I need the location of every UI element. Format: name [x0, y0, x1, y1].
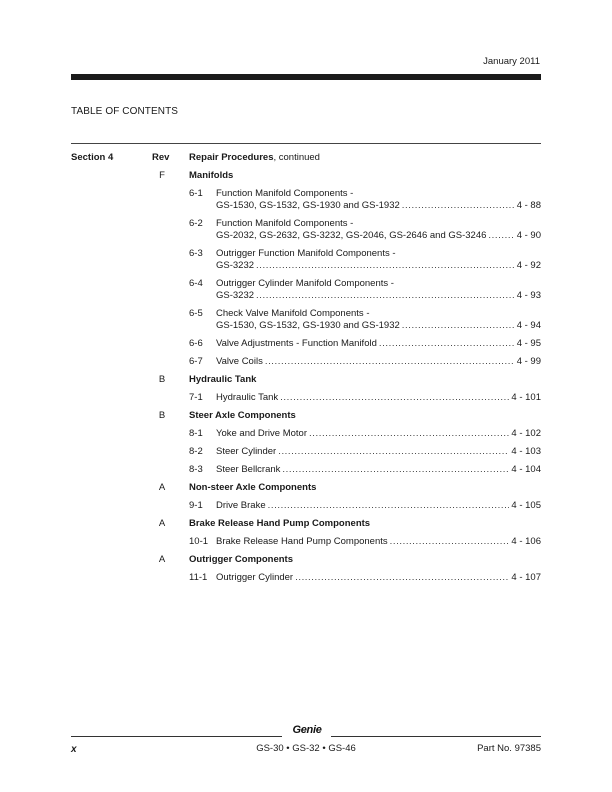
footer-models: GS-30 • GS-32 • GS-46 — [256, 743, 356, 754]
rev-code: B — [158, 410, 166, 421]
dot-leader — [265, 356, 515, 368]
entry-number: 8-3 — [189, 464, 203, 475]
toc-entry[interactable] — [216, 392, 541, 404]
entry-title: Check Valve Manifold Components - — [216, 308, 370, 319]
toc-entry[interactable] — [216, 446, 541, 458]
entry-leader-line — [216, 290, 541, 302]
dot-leader — [268, 500, 510, 512]
rev-column-label: Rev — [152, 152, 170, 163]
entry-models: GS-3232 — [216, 290, 255, 301]
entry-models: GS-1530, GS-1532, GS-1930 and GS-1932 — [216, 200, 400, 211]
page-reference: 4 - 104 — [511, 464, 541, 475]
toc-entry[interactable] — [216, 428, 541, 440]
entry-leader-line — [216, 338, 541, 350]
toc-entry[interactable] — [216, 188, 541, 212]
entry-number: 8-1 — [189, 428, 203, 439]
dot-leader — [402, 320, 515, 332]
dot-leader — [295, 572, 509, 584]
page-reference: 4 - 94 — [516, 320, 541, 331]
entry-leader-line — [216, 230, 541, 242]
dot-leader — [309, 428, 509, 440]
rev-code: A — [158, 554, 166, 565]
entry-title: Function Manifold Components - — [216, 188, 354, 199]
toc-entry[interactable] — [216, 536, 541, 548]
toc-entry[interactable] — [216, 248, 541, 272]
genie-logo-text: Genie — [292, 724, 322, 736]
page-reference: 4 - 102 — [511, 428, 541, 439]
entry-title: Yoke and Drive Motor — [216, 428, 308, 439]
group-title: Non-steer Axle Components — [189, 482, 317, 493]
entry-title: Drive Brake — [216, 500, 266, 511]
toc-entry[interactable] — [216, 572, 541, 584]
page-reference: 4 - 107 — [511, 572, 541, 583]
entry-leader-line — [216, 356, 541, 368]
header-bar — [71, 74, 541, 80]
entry-title: Outrigger Cylinder Manifold Components - — [216, 278, 394, 289]
section-label: Section 4 — [71, 152, 114, 163]
entry-number: 6-5 — [189, 308, 203, 319]
group-title: Steer Axle Components — [189, 410, 296, 421]
page-reference: 4 - 93 — [516, 290, 541, 301]
chapter-title — [189, 152, 320, 163]
dot-leader — [280, 392, 509, 404]
page-reference: 4 - 95 — [516, 338, 541, 349]
entry-number: 6-4 — [189, 278, 203, 289]
entry-number: 6-6 — [189, 338, 203, 349]
entry-leader-line — [216, 536, 541, 548]
footer-part-number: Part No. 97385 — [477, 743, 541, 754]
page-reference: 4 - 90 — [516, 230, 541, 241]
entry-number: 7-1 — [189, 392, 203, 403]
entry-leader-line — [216, 572, 541, 584]
footer-rule-left — [71, 736, 282, 737]
entry-leader-line — [216, 428, 541, 440]
toc-entry[interactable] — [216, 464, 541, 476]
entry-models: GS-1530, GS-1532, GS-1930 and GS-1932 — [216, 320, 400, 331]
rev-code: A — [158, 482, 166, 493]
chapter-title-text: Repair Procedures — [189, 152, 274, 163]
page-reference: 4 - 103 — [511, 446, 541, 457]
entry-leader-line — [216, 200, 541, 212]
header-date: January 2011 — [483, 56, 540, 67]
entry-leader-line — [216, 446, 541, 458]
page-reference: 4 - 99 — [516, 356, 541, 367]
entry-title: Function Manifold Components - — [216, 218, 354, 229]
entry-title: Valve Adjustments - Function Manifold — [216, 338, 377, 349]
chapter-title-suffix: , continued — [273, 152, 320, 163]
footer-page-number: x — [71, 744, 77, 755]
toc-header-rule — [71, 143, 541, 144]
entry-leader-line — [216, 500, 541, 512]
dot-leader — [282, 464, 509, 476]
group-title: Brake Release Hand Pump Components — [189, 518, 371, 529]
entry-number: 11-1 — [189, 572, 208, 583]
dot-leader — [256, 260, 515, 272]
toc-entry[interactable] — [216, 278, 541, 302]
page-reference: 4 - 101 — [511, 392, 541, 403]
entry-number: 8-2 — [189, 446, 203, 457]
page-reference: 4 - 106 — [511, 536, 541, 547]
dot-leader — [379, 338, 515, 350]
dot-leader — [402, 200, 515, 212]
group-title: Hydraulic Tank — [189, 374, 257, 385]
entry-title: Outrigger Function Manifold Components - — [216, 248, 396, 259]
entry-models: GS-3232 — [216, 260, 255, 271]
page-reference: 4 - 88 — [516, 200, 541, 211]
toc-title: TABLE OF CONTENTS — [71, 106, 179, 117]
entry-title: Outrigger Cylinder — [216, 572, 294, 583]
entry-models: GS-2032, GS-2632, GS-3232, GS-2046, GS-2646 and GS-3246 — [216, 230, 487, 241]
dot-leader — [390, 536, 510, 548]
dot-leader — [488, 230, 514, 242]
toc-entry[interactable] — [216, 218, 541, 242]
entry-number: 6-2 — [189, 218, 203, 229]
entry-title: Brake Release Hand Pump Components — [216, 536, 388, 547]
entry-leader-line — [216, 392, 541, 404]
entry-leader-line — [216, 464, 541, 476]
rev-code: F — [159, 170, 165, 181]
dot-leader — [256, 290, 515, 302]
rev-code: B — [158, 374, 166, 385]
entry-title: Hydraulic Tank — [216, 392, 279, 403]
group-title: Manifolds — [189, 170, 234, 181]
toc-entry[interactable] — [216, 356, 541, 368]
entry-title: Steer Cylinder — [216, 446, 277, 457]
entry-title: Steer Bellcrank — [216, 464, 281, 475]
genie-logo — [283, 724, 331, 736]
dot-leader — [278, 446, 509, 458]
toc-entry[interactable] — [216, 338, 541, 350]
group-title: Outrigger Components — [189, 554, 293, 565]
entry-number: 6-1 — [189, 188, 203, 199]
entry-number: 10-1 — [189, 536, 209, 547]
entry-leader-line — [216, 260, 541, 272]
footer-rule-right — [331, 736, 541, 737]
toc-entry[interactable] — [216, 308, 541, 332]
rev-code: A — [158, 518, 166, 529]
page-reference: 4 - 92 — [516, 260, 541, 271]
page-reference: 4 - 105 — [511, 500, 541, 511]
entry-leader-line — [216, 320, 541, 332]
entry-number: 6-3 — [189, 248, 203, 259]
entry-title: Valve Coils — [216, 356, 263, 367]
toc-entry[interactable] — [216, 500, 541, 512]
entry-number: 6-7 — [189, 356, 203, 367]
entry-number: 9-1 — [189, 500, 203, 511]
